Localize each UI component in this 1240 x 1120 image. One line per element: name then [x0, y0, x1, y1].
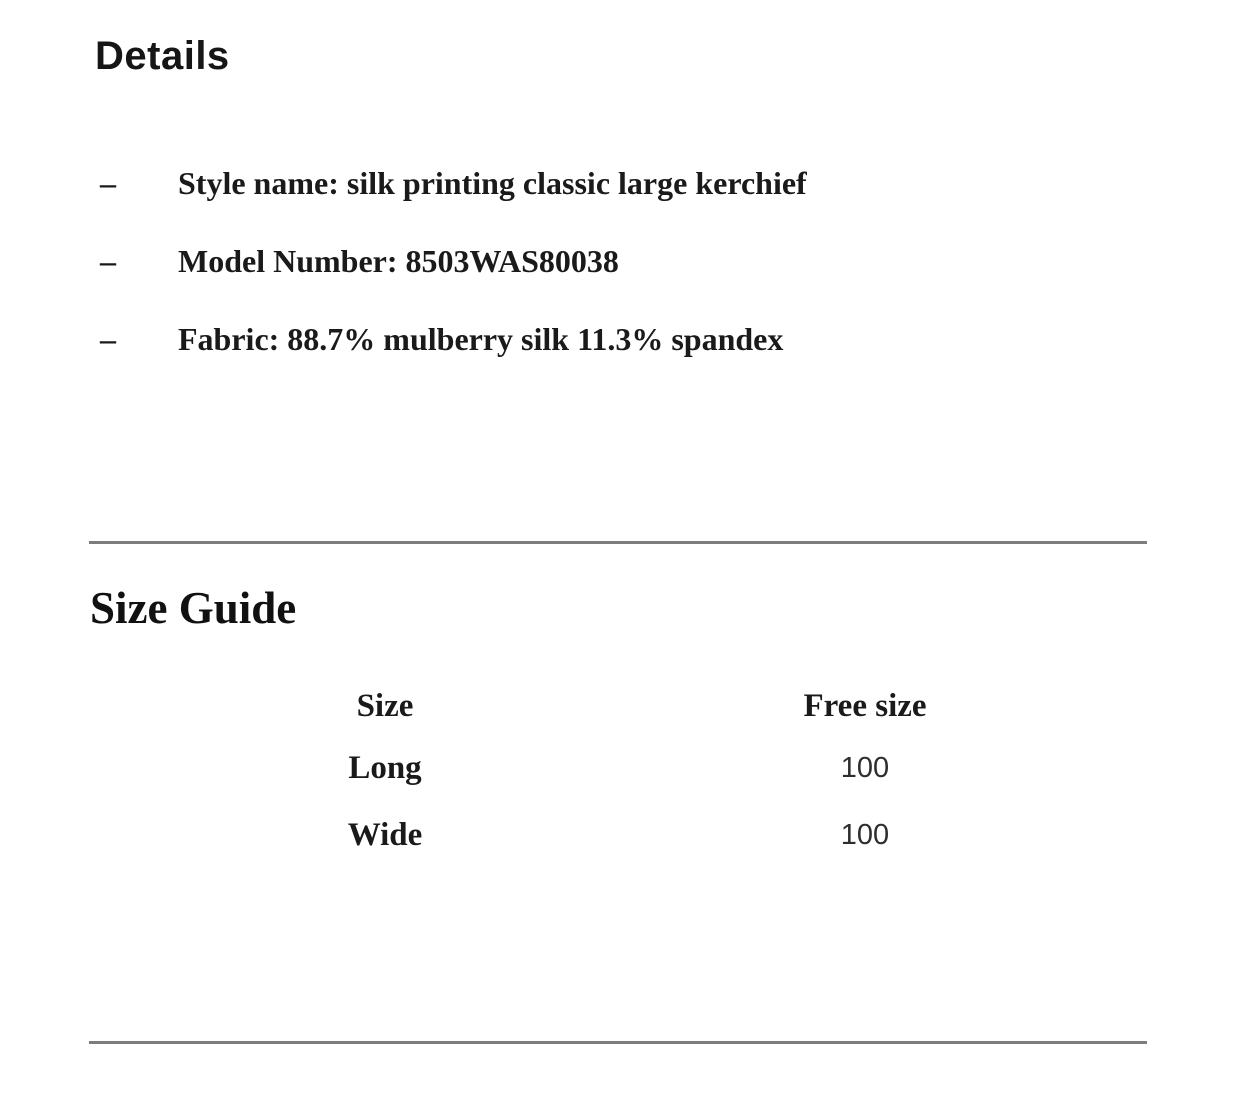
- details-heading: Details: [95, 34, 230, 78]
- size-table-row-label: Wide: [347, 816, 423, 853]
- size-guide-heading: Size Guide: [90, 583, 297, 633]
- size-table-row-value: 100: [840, 751, 890, 784]
- table-row: [0, 750, 1240, 786]
- size-table-row-label: Long: [348, 749, 422, 786]
- section-divider-bottom: [89, 1041, 1147, 1044]
- spec-item-text: Style name: silk printing classic large kerchief: [178, 165, 807, 201]
- spec-item-model-number: [100, 238, 1100, 284]
- size-table-header-label: Size: [356, 687, 414, 724]
- spec-item-style-name: [100, 160, 1100, 206]
- size-table-row-value: 100: [840, 818, 890, 851]
- spec-item-text: Fabric: 88.7% mulberry silk 11.3% spandex: [178, 321, 784, 357]
- spec-item-fabric: [100, 316, 1100, 362]
- size-table-header-row: [0, 688, 1240, 724]
- spec-list: [100, 160, 1100, 394]
- dash-bullet: –: [100, 321, 116, 357]
- section-divider-top: [89, 541, 1147, 544]
- spec-item-text: Model Number: 8503WAS80038: [178, 243, 619, 279]
- size-table-header-value: Free size: [803, 687, 927, 724]
- dash-bullet: –: [100, 243, 116, 279]
- dash-bullet: –: [100, 165, 116, 201]
- table-row: [0, 817, 1240, 853]
